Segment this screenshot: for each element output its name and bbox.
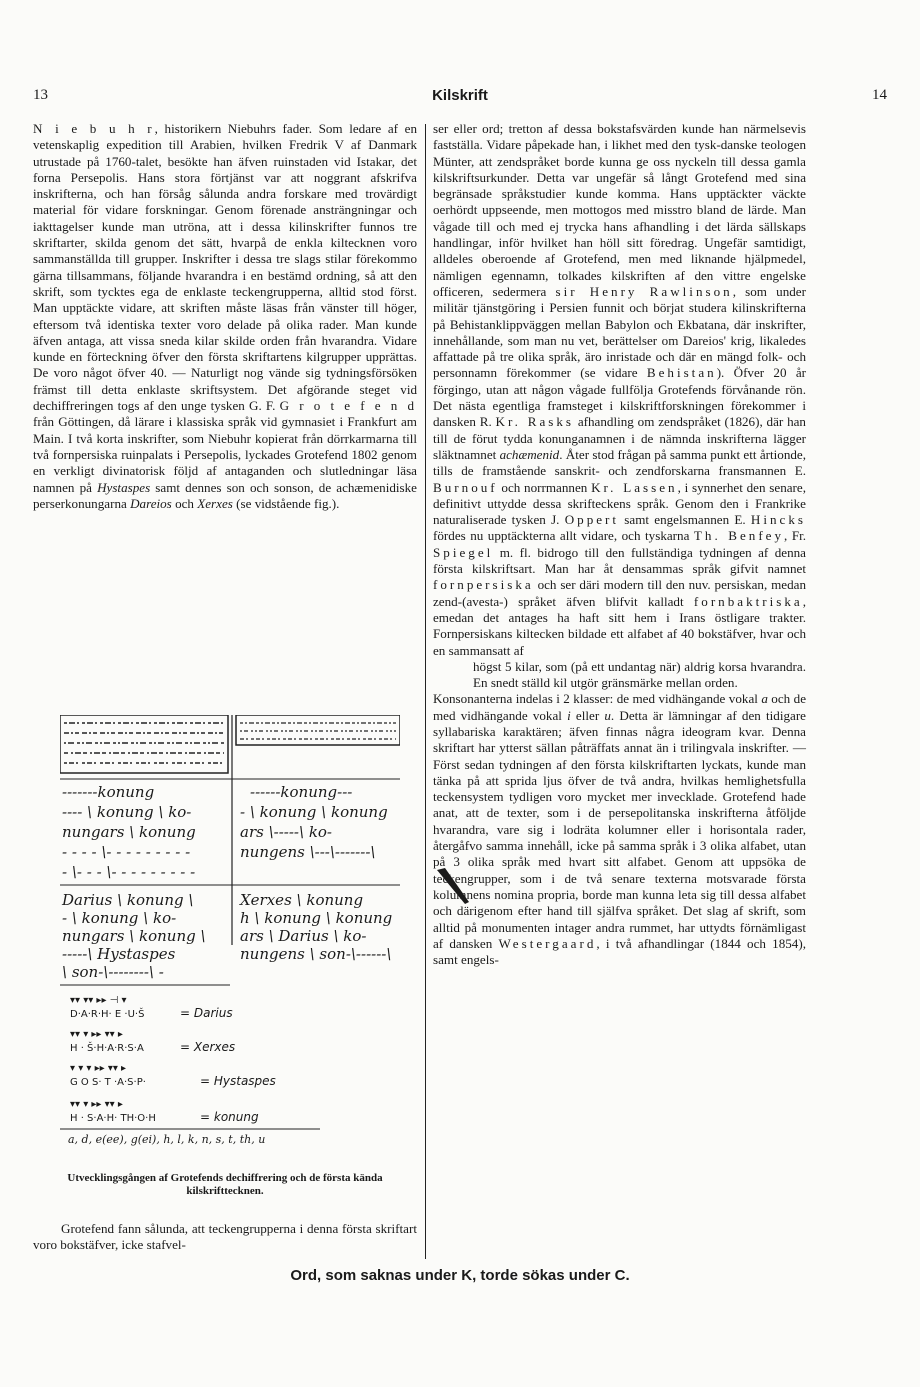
- name-niebuhr: N i e b u h r: [33, 121, 155, 136]
- fig-darius: Darius \ konung \: [62, 891, 194, 909]
- svg-text:-----\ Hystaspes: -----\ Hystaspes: [62, 945, 176, 963]
- column-divider: [425, 124, 426, 1259]
- footer-note: Ord, som saknas under K, torde sökas under C.: [290, 1267, 630, 1284]
- svg-text:ars \-----\ ko-: ars \-----\ ko-: [240, 823, 333, 841]
- fig-row1-left: -------konung: [62, 783, 155, 801]
- right-column: [433, 121, 806, 968]
- decipherment-figure: [60, 715, 400, 1155]
- svg-text:ars \ Darius \ ko-: ars \ Darius \ ko-: [240, 927, 367, 945]
- svg-text:nungars \ konung \: nungars \ konung \: [62, 927, 206, 945]
- right-paragraph-3: Konsonanterna indelas i 2 klasser: de med vidhängande vokal a och de med vidhängande vokal i eller u. Detta är lämningar af den tidigare syllabariska karaktären; äfven finnas några ideogram kvar. Denna skriftart har ytterst sällan påträffats annat än i trilingvala inskrifter. — Först sedan tydningen af den första kilskriftarten lyckats, kunde man tänka på att sprida ljus öfver de två andra, hvilkas hemlighetsfulla teckensystem tydligen voro mycket mer invecklade. Grotefend hade anat, att de texter, som i de persepolitanska inskrifterna åtföljde hvarandra, vare sig i lodräta kolumner eller i horisontala rader, återgåfvo samma innehåll, icke på samma språk i 3 olika alfabet, utan på 3 olika språk med hvart sitt alfabet. Genom att uppsöka de teckengrupper, som i de två senare texterna motsvarade första kolumnens nomina propria, borde man kunna leta sig till dessa alfabet och därigenom efter hand till själfva språket. Det slag af skrift, som alltid på monumenten intager andra rummet, har uttydts förnämligast af dansken Westergaard, i två afhandlingar (1844 och 1854), samt engels-: [433, 691, 807, 968]
- name-grotefend: G r o t e f e n d: [279, 398, 417, 414]
- right-paragraph-2: högst 5 kilar, som (på ett undantag när) aldrig korsa hvarandra. En snedt ställd kil utgör gränsmärke mellan orden.: [473, 658, 806, 691]
- translit-konung: H · S·A·H· TH·O·H: [70, 1113, 156, 1124]
- svg-text:\ son-\--------\ -: \ son-\--------\ -: [62, 963, 164, 981]
- svg-text:▾▾ ▾ ▸▸ ▾▾ ▸: ▾▾ ▾ ▸▸ ▾▾ ▸: [70, 1099, 123, 1110]
- left-column-bottom: [33, 1221, 417, 1254]
- figure-caption: Utvecklingsgången af Grotefends dechiffrering och de första kända kilskrifttecknen.: [67, 1172, 383, 1197]
- svg-text:- \ konung \ konung: - \ konung \ konung: [240, 803, 388, 821]
- right-paragraph-1: ser eller ord; tretton af dessa bokstafsvärden kunde han närmelsevis fastställa. Vidare påpekade han, i likhet med den tysk-danske teologen Münter, att zendspråket borde kunna ge oss nyckeln till dessa gamla kilskriftsurkunder. Detta var ungefär så långt Grotefend med sina begränsade språkstudier kunde komma. Hans upptäckter väckte oerhördt uppseende, men mottogos med misstro bland de lärde. Man vågade till och med ej trycka hans afhandling i det lärda sällskaps handlingar, inför hvilket han höll sitt föredrag. Ungefär samtidigt, alldeles oberoende af Grotefend, men med liknande hjälpmedel, nämligen egennamn, tolkades kilskriften af den vittre engelske officeren, sedermera sir Henry Rawlinson, som under militär tjänstgöring i Persien funnit och börjat studera kilinskrifterna på Behistanklippväggen mellan Babylon och Ekbatana, där inskrifter, innehållande, som man nu vet, berättelser om Dareios' krig, likaledes affattade på tre olika språk, äro inristade och där en mängd folk- och personnamn förekommer (se vidare Behistan). Öfver 20 år förgingo, utan att någon vågade fullfölja Grotefends förvånande rön. Det nästa egentliga framsteget i kilskriftforskningen förekommer i dansken R. Kr. Rasks afhandling om zendspråket (1826), där han till de förut tydda konunganamnen i de nämnda inskrifterna lägger släktnamnet achæmenid. Åter stod frågan på samma punkt ett årtionde, tills de framstående sanskrit- och zendforskarna fransmannen E. Burnouf och norrmannen Kr. Lassen, i synnerhet den senare, definitivt uttydde dessa skrifteckens språk. Genom den i Frankrike naturaliserade tysken J. Oppert samt engelsmannen E. Hincks fördes nu upptäckterna allt vidare, och tyskarna Th. Benfey, Fr. Spiegel m. fl. bidrogo till den fullständiga tydningen af denna första kilskriftsart. Man har åt densammas språk gifvit namnet fornpersiska och ser däri modern till den nuv. persiskan, medan zend-(avesta-) språket äfven blifvit kalladt fornbaktriska, emedan det antages ha haft sitt hem i Irans östligare trakter. Fornpersiskans kiltecken bildade ett alfabet af 40 bokstäfver, hvar och en sammansatt af: [433, 121, 807, 658]
- svg-text:▾▾ ▾ ▸▸ ▾▾ ▸: ▾▾ ▾ ▸▸ ▾▾ ▸: [70, 1029, 123, 1040]
- svg-text:nungens \---\-------\: nungens \---\-------\: [240, 843, 376, 861]
- svg-text:= Darius: = Darius: [180, 1006, 233, 1020]
- translit-hystaspes: G O S· T ·A·S·P·: [70, 1077, 146, 1088]
- svg-text:---- \ konung \ ko-: ---- \ konung \ ko-: [62, 803, 192, 821]
- page-header: [33, 87, 887, 107]
- svg-text:= Hystaspes: = Hystaspes: [200, 1074, 276, 1088]
- svg-text:h \ konung \ konung: h \ konung \ konung: [240, 909, 393, 927]
- left-column: [33, 121, 417, 512]
- running-title: Kilskrift: [432, 87, 488, 104]
- svg-text:nungens \ son-\------\: nungens \ son-\------\: [240, 945, 392, 963]
- fig-row1-right: ------konung---: [250, 783, 353, 801]
- svg-text:- \ konung \ ko-: - \ konung \ ko-: [62, 909, 177, 927]
- translit-darius: D·A·R·H· E ·U·Š: [70, 1009, 145, 1020]
- page-number-right: 14: [872, 87, 887, 103]
- name-rawlinson: sir Henry Rawlinson: [555, 283, 733, 299]
- fig-xerxes: Xerxes \ konung: [240, 891, 364, 909]
- svg-text:= konung: = konung: [200, 1110, 259, 1124]
- svg-text:▾▾ ▾▾ ▸▸ ⊣ ▾: ▾▾ ▾▾ ▸▸ ⊣ ▾: [70, 995, 127, 1006]
- svg-text:- - - - \- - - - - - - - -: - - - - \- - - - - - - - -: [62, 843, 191, 861]
- svg-text:= Xerxes: = Xerxes: [180, 1040, 236, 1054]
- svg-text:▾ ▾ ▾ ▸▸ ▾▾ ▸: ▾ ▾ ▾ ▸▸ ▾▾ ▸: [70, 1063, 127, 1074]
- alphabet-row: a, d, e(ee), g(ei), h, l, k, n, s, t, th, u: [68, 1133, 266, 1146]
- translit-xerxes: H · Š·H·A·R·S·A: [70, 1043, 144, 1054]
- page-number-left: 13: [33, 87, 48, 103]
- inscription-left: [60, 715, 228, 773]
- left-paragraph-2: Grotefend fann sålunda, att teckengrupperna i denna första skriftart voro bokstäfver, icke stafvel-: [33, 1221, 417, 1253]
- svg-text:- \- - - \- - - - - - - - -: - \- - - \- - - - - - - - -: [62, 863, 196, 881]
- wedge-separator-icon: [435, 866, 471, 906]
- svg-text:nungars \ konung: nungars \ konung: [62, 823, 196, 841]
- inscription-right: [236, 715, 400, 745]
- left-paragraph-1: N i e b u h r, historikern Niebuhrs fader. Som ledare af en vetenskaplig expedition till Arabien, hvilken Fredrik V af Danmark utrustade på 1760-talet, besökte han äfven ruinstaden vid Istakar, det forna Persepolis. Hans stora förtjänst var att noggrant afskrifva inskrifterna, och han försåg sålunda andra forskare med trovärdigt material för vidare forskningar. Genom förenade ansträngningar och iakttagelser kunde man utröna, att i dessa kilinskrifter funnos tre skriftarter, skilda genom det sätt, hvarpå de enkla kiltecknen voro sammanställda till grupper. Inskrifter i dessa tre slags stilar förekommo gärna tillsammans, följande hvarandra i en bestämd ordning, så att den skrift, som tycktes ega de enklaste teckengrupperna, alltid stod först. Man upptäckte vidare, att skriften måste läsas från vänster till höger, eftersom två identiska texter voro delade på olika rader. Man kunde äfven antaga, att vissa sneda kilar skilde orden från hvarandra. Vidare kunde en förteckning öfver den första skriftartens kilgrupper upprättas. De voro något öfver 40. — Naturligt nog vände sig tydningsförsöken främst till detta enklaste skriftsystem. Det afgörande steget vid dechiffreringen togs af den unge tysken G. F. G r o t e f e n d från Göttingen, då lärare i klassiska språk vid gymnasiet i Frankfurt am Main. I två korta inskrifter, som Niebuhr kopierat från dörrkarmarna till två fornpersiska ruinpalats i Persepolis, lyckades Grotefend 1802 genom en verkligt divinatorisk följd af antaganden och slutledningar läsa namnen på Hystaspes samt dennes son och sonson, de achæmenidiske perserkonungarna Dareios och Xerxes (se vidstående fig.).: [33, 121, 417, 511]
